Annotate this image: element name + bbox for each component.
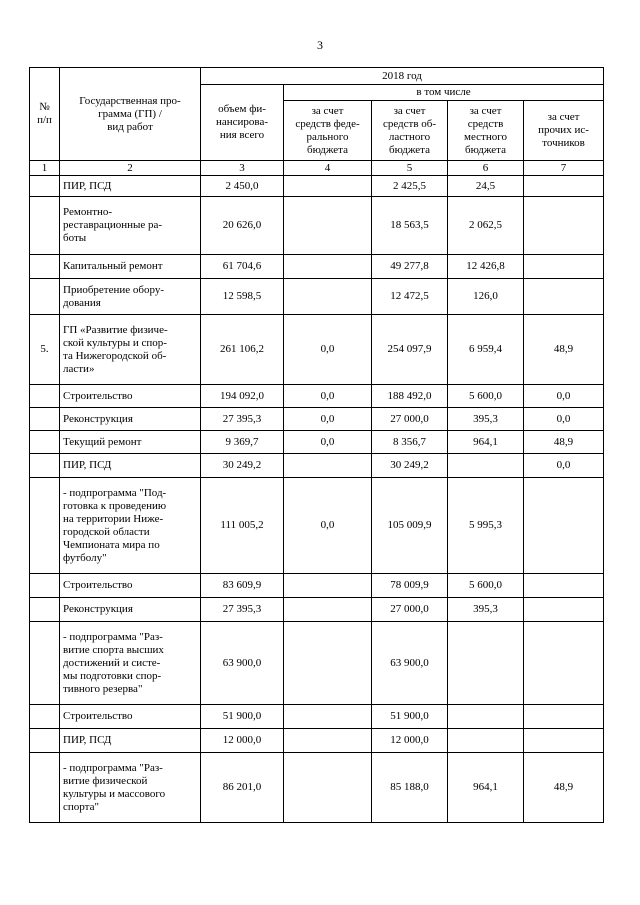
row-number [30, 478, 60, 574]
row-name: Строительство [60, 574, 201, 598]
row-other: 48,9 [524, 753, 604, 823]
row-federal [284, 753, 372, 823]
row-name: Строительство [60, 385, 201, 408]
column-number: 2 [60, 161, 201, 176]
row-total: 51 900,0 [201, 705, 284, 729]
header-federal: за счет средств феде- рального бюджета [284, 101, 372, 161]
row-regional: 27 000,0 [372, 408, 448, 431]
row-regional: 85 188,0 [372, 753, 448, 823]
row-local: 395,3 [448, 598, 524, 622]
row-local: 24,5 [448, 176, 524, 197]
row-federal [284, 705, 372, 729]
row-total: 261 106,2 [201, 315, 284, 385]
row-name: Ремонтно- реставрационные ра- боты [60, 197, 201, 255]
row-total: 30 249,2 [201, 454, 284, 478]
row-local: 5 995,3 [448, 478, 524, 574]
row-total: 9 369,7 [201, 431, 284, 454]
row-local: 5 600,0 [448, 385, 524, 408]
table-row [30, 574, 604, 598]
header-regional: за счет средств об- ластного бюджета [372, 101, 448, 161]
row-total: 27 395,3 [201, 598, 284, 622]
table-row [30, 478, 604, 574]
table-row [30, 454, 604, 478]
table-row [30, 598, 604, 622]
header-year: 2018 год [201, 68, 604, 85]
row-other [524, 622, 604, 705]
column-number: 3 [201, 161, 284, 176]
row-regional: 27 000,0 [372, 598, 448, 622]
row-federal [284, 622, 372, 705]
row-federal [284, 279, 372, 315]
row-total: 61 704,6 [201, 255, 284, 279]
row-other [524, 197, 604, 255]
header-total: объем фи- нансирова- ния всего [201, 85, 284, 161]
column-number: 1 [30, 161, 60, 176]
row-federal: 0,0 [284, 478, 372, 574]
row-name: Приобретение обору- дования [60, 279, 201, 315]
row-regional: 51 900,0 [372, 705, 448, 729]
row-other [524, 279, 604, 315]
row-number [30, 197, 60, 255]
row-number [30, 408, 60, 431]
row-name: Реконструкция [60, 598, 201, 622]
row-federal [284, 197, 372, 255]
row-federal: 0,0 [284, 315, 372, 385]
row-local: 2 062,5 [448, 197, 524, 255]
row-local: 964,1 [448, 753, 524, 823]
table-row [30, 176, 604, 197]
row-total: 111 005,2 [201, 478, 284, 574]
row-regional: 18 563,5 [372, 197, 448, 255]
row-federal [284, 176, 372, 197]
row-name: ГП «Развитие физиче- ской культуры и спор- та Нижегородской об- ласти» [60, 315, 201, 385]
table-row [30, 705, 604, 729]
row-regional: 49 277,8 [372, 255, 448, 279]
row-number [30, 622, 60, 705]
row-name: ПИР, ПСД [60, 729, 201, 753]
row-other [524, 598, 604, 622]
row-local: 5 600,0 [448, 574, 524, 598]
row-local: 126,0 [448, 279, 524, 315]
row-local [448, 705, 524, 729]
row-name: ПИР, ПСД [60, 454, 201, 478]
row-federal [284, 598, 372, 622]
row-regional: 63 900,0 [372, 622, 448, 705]
table-row [30, 408, 604, 431]
page-number: 3 [317, 38, 323, 52]
row-number [30, 385, 60, 408]
row-local: 395,3 [448, 408, 524, 431]
row-local [448, 729, 524, 753]
row-regional: 105 009,9 [372, 478, 448, 574]
table-row [30, 279, 604, 315]
row-regional: 254 097,9 [372, 315, 448, 385]
row-local [448, 622, 524, 705]
header-including: в том числе [284, 85, 604, 101]
row-federal [284, 454, 372, 478]
row-other: 0,0 [524, 385, 604, 408]
row-number [30, 729, 60, 753]
row-federal: 0,0 [284, 408, 372, 431]
row-federal: 0,0 [284, 385, 372, 408]
financing-table [29, 67, 604, 823]
row-total: 63 900,0 [201, 622, 284, 705]
row-name: Капитальный ремонт [60, 255, 201, 279]
row-name: ПИР, ПСД [60, 176, 201, 197]
row-number: 5. [30, 315, 60, 385]
column-number: 7 [524, 161, 604, 176]
row-total: 12 000,0 [201, 729, 284, 753]
row-name: - подпрограмма "Под- готовка к проведению на территории Ниже- городской области Чемпионата мира по футболу" [60, 478, 201, 574]
row-name: Текущий ремонт [60, 431, 201, 454]
row-number [30, 574, 60, 598]
table-row [30, 255, 604, 279]
column-number: 6 [448, 161, 524, 176]
row-regional: 12 000,0 [372, 729, 448, 753]
row-regional: 30 249,2 [372, 454, 448, 478]
row-number [30, 705, 60, 729]
row-name: - подпрограмма "Раз- витие физической культуры и массового спорта" [60, 753, 201, 823]
row-federal [284, 574, 372, 598]
row-regional: 12 472,5 [372, 279, 448, 315]
row-local: 6 959,4 [448, 315, 524, 385]
row-federal [284, 729, 372, 753]
table-row [30, 729, 604, 753]
table-row [30, 197, 604, 255]
table-row [30, 385, 604, 408]
row-total: 83 609,9 [201, 574, 284, 598]
table-row [30, 622, 604, 705]
row-number [30, 598, 60, 622]
row-other: 0,0 [524, 408, 604, 431]
row-other: 0,0 [524, 454, 604, 478]
row-number [30, 431, 60, 454]
row-total: 12 598,5 [201, 279, 284, 315]
row-regional: 8 356,7 [372, 431, 448, 454]
column-number: 5 [372, 161, 448, 176]
row-other [524, 478, 604, 574]
column-number: 4 [284, 161, 372, 176]
header-other: за счет прочих ис- точников [524, 101, 604, 161]
row-name: - подпрограмма "Раз- витие спорта высших достижений и систе- мы подготовки спор- тивного резерва" [60, 622, 201, 705]
row-other [524, 729, 604, 753]
row-total: 194 092,0 [201, 385, 284, 408]
row-other: 48,9 [524, 431, 604, 454]
table-row [30, 753, 604, 823]
row-total: 27 395,3 [201, 408, 284, 431]
row-total: 86 201,0 [201, 753, 284, 823]
row-name: Строительство [60, 705, 201, 729]
row-local: 12 426,8 [448, 255, 524, 279]
table-row [30, 315, 604, 385]
header-local: за счет средств местного бюджета [448, 101, 524, 161]
row-regional: 78 009,9 [372, 574, 448, 598]
column-number-row [30, 161, 604, 176]
header-no: № п/п [30, 68, 60, 161]
row-other [524, 176, 604, 197]
row-number [30, 454, 60, 478]
row-local: 964,1 [448, 431, 524, 454]
row-number [30, 176, 60, 197]
row-other [524, 705, 604, 729]
row-number [30, 279, 60, 315]
row-federal [284, 255, 372, 279]
row-local [448, 454, 524, 478]
table-row [30, 431, 604, 454]
row-total: 2 450,0 [201, 176, 284, 197]
row-number [30, 255, 60, 279]
row-other [524, 255, 604, 279]
row-name: Реконструкция [60, 408, 201, 431]
header-program: Государственная про- грамма (ГП) / вид работ [60, 68, 201, 161]
row-federal: 0,0 [284, 431, 372, 454]
row-total: 20 626,0 [201, 197, 284, 255]
row-other: 48,9 [524, 315, 604, 385]
row-number [30, 753, 60, 823]
row-regional: 188 492,0 [372, 385, 448, 408]
row-other [524, 574, 604, 598]
row-regional: 2 425,5 [372, 176, 448, 197]
